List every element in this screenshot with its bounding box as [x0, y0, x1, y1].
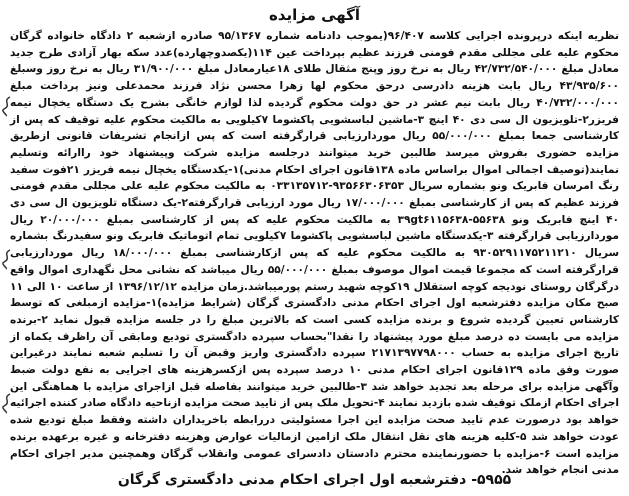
notice-footer: ۵۹۵۵- دفترشعبه اول اجرای احکام مدنی دادگستری گرگان	[117, 472, 512, 488]
margin-curl-mark	[0, 248, 14, 270]
notice-title: آگهی مزایده	[268, 6, 361, 24]
margin-curl-mark	[0, 95, 14, 117]
notice-body: نظریه اینکه درپرونده اجرایی کلاسه ۹۶/۴۰۷(یموجب دادنامه شماره ۹۵/۱۳۶۷ صادره ازشعبه ۲ دادگاه خانواده گرگان محکوم علیه علی مجللی مقدم فومنی فرزند عظیم بپرداخت عین ۱۱۴(یکصدوچهارده)عدد سکه بهار آزادی طرح جدید معادل مبلغ ۴۲/۷۳۲/۵۴۰/۰۰۰ ریال به نرخ روز وپنج مثقال طلای ۱۸عیارمعادل مبلغ ۳۱/۹۰۰/۰۰۰ ریال به نرخ روز وسبلغ ۴۳/۹۳۵/۶۰۰ ریال بابت هزینه دادرسی درحق محکوم لها زهرا محسن نژاد فرزند محمدعلی ونیز پرداخت مبلغ ۴۰/۷۳۲/۰۰۰/۰۰۰ ریال بابت نیم عشر در حق دولت محکوم گردیده لذا لوازم خانگی بشرح یک دستگاه یخچال نیمه فریزر۲-تلویزیون ال سی دی ۴۰ اینچ ۳-ماشین لباسشویی پاکشوما ۷کیلویی به مالکیت محکوم علیه توقیف که پس از کارشناسی جمعا بمبلغ ۵۵/۰۰۰/۰۰۰ ریال موردارزیابی قرارگرفته است که پس ازانجام تشریفات قانونی ازطریق مزایده حضوری بفروش میرسد طالبین خرید میتوانند درجلسه مزایده شرکت وپیشنهاد خود راارائه وتسلیم نمایند(توصیف اجمالی اموال براساس ماده ۱۳۸قانون اجرای احکام مدنی)۱-یکدستگاه یخچال نیمه فریزر ۲۱فوت سفید رنگ امرسان فابریک ونو بشماره سریال ۹۳۵۶۶۳۰۶۳۵۳-۰۳۳۱۳۵۷۱۲ به مالکیت محکوم علیه علی مجللی مقدم فومنی فرزند عظیم که پس از کارشناسی بمبلغ ۱۷/۰۰۰/۰۰۰ ریال مورد ارزیابی قرارگرفته۲-یک دستگاه تلویزیون ال سی دی ۴۰ اینچ فابریک ونو ۵۵۶۳۸-۳۹gt۶۱۱۵۶۳۸ به مالکیت محکوم علیه که پس از کارشناسی بمبلغ ۲۰/۰۰۰/۰۰۰ ریال موردارزیابی قرارگرفته ۳-یکدستگاه ماشین لباسشویی پاکشوما ۷کیلویی تمام اتوماتیک فابریک ونو سفیدرنگ بشماره سریال ۹۳۰۵۲۹۱۱۷۵۲۱۱۲۱۰ به مالکیت محکوم علیه که پس ازکارشناسی بمبلغ ۱۸/۰۰۰/۰۰۰ ریال موردارزیابی قرارگرفته است که مجموعا قیمت اموال موصوف بمبلغ ۵۵/۰۰۰/۰۰۰ ریال میباشد که نشانی محل نگهداری اموال واقع درگرگان روستای نودیجه کوچه استقلال ۱۹کوچه شهید رستم پورمیباشد.زمان مزایده ۱۳۹۶/۱۲/۱۲ از ساعت ۱۰ الی ۱۱ صبح مکان مزایده دفترشعبه اول اجرای احکام مدنی دادگستری گرگان (شرایط مزایده)۱-مزایده ازمبلغی که توسط کارشناس تعیین گردیده شروع و برنده مزایده کسی است که بالاترین مبلغ را در جلسه مزایده قبول نماید ۲-برنده مزایده می بایست ده درصد مبلغ مورد پیشنهاد را نقدا"بحساب سپرده دادگستری تودیع ومابقی آن راظرف یکماه از تاریخ اجرای مزایده به حساب ۲۱۷۱۳۹۷۷۹۸۰۰۰ سپرده دادگستری واریز وقبض آن را تسلیم شعبه نمایند درغیراین صورت وفق ماده ۱۲۹قانون اجرای احکام مدنی ۱۰ درصد سپرده پس ازکسرهزینه های اجرایی به نفع دولت ضبط وآگهی مزایده برای مرحله بعد تجدید خواهد شد ۳-طالبین خرید میتوانند بفاصله قبل ازاجرای مزایده با هماهنگی این اجرای احکام ازملک توقیف شده بازدید نمایند ۴-تحویل ملک پس از تایید صحت مزایده ازناحیه دادگاه صادر کننده اجرائیه خواهد بود درصورت عدم تایید صحت مزایده این اجرا مسئولیتی دررابطه باخریداران داشته وفقط مبلغ تودیع شده عودت خواهد شد ۵-کلیه هزینه های نقل انتقال ملک ازامین ازمالیات عوارض وهزینه دفترخانه و غیره برعهده برنده مزایده است ۶-مزایده با حضورنماینده محترم دادستان دادسرای عمومی وانقلاب گرگان وهمچنین مدیر اجرای احکام مدنی انجام خواهد شد.	[10, 30, 620, 477]
margin-curl-mark	[0, 392, 14, 414]
